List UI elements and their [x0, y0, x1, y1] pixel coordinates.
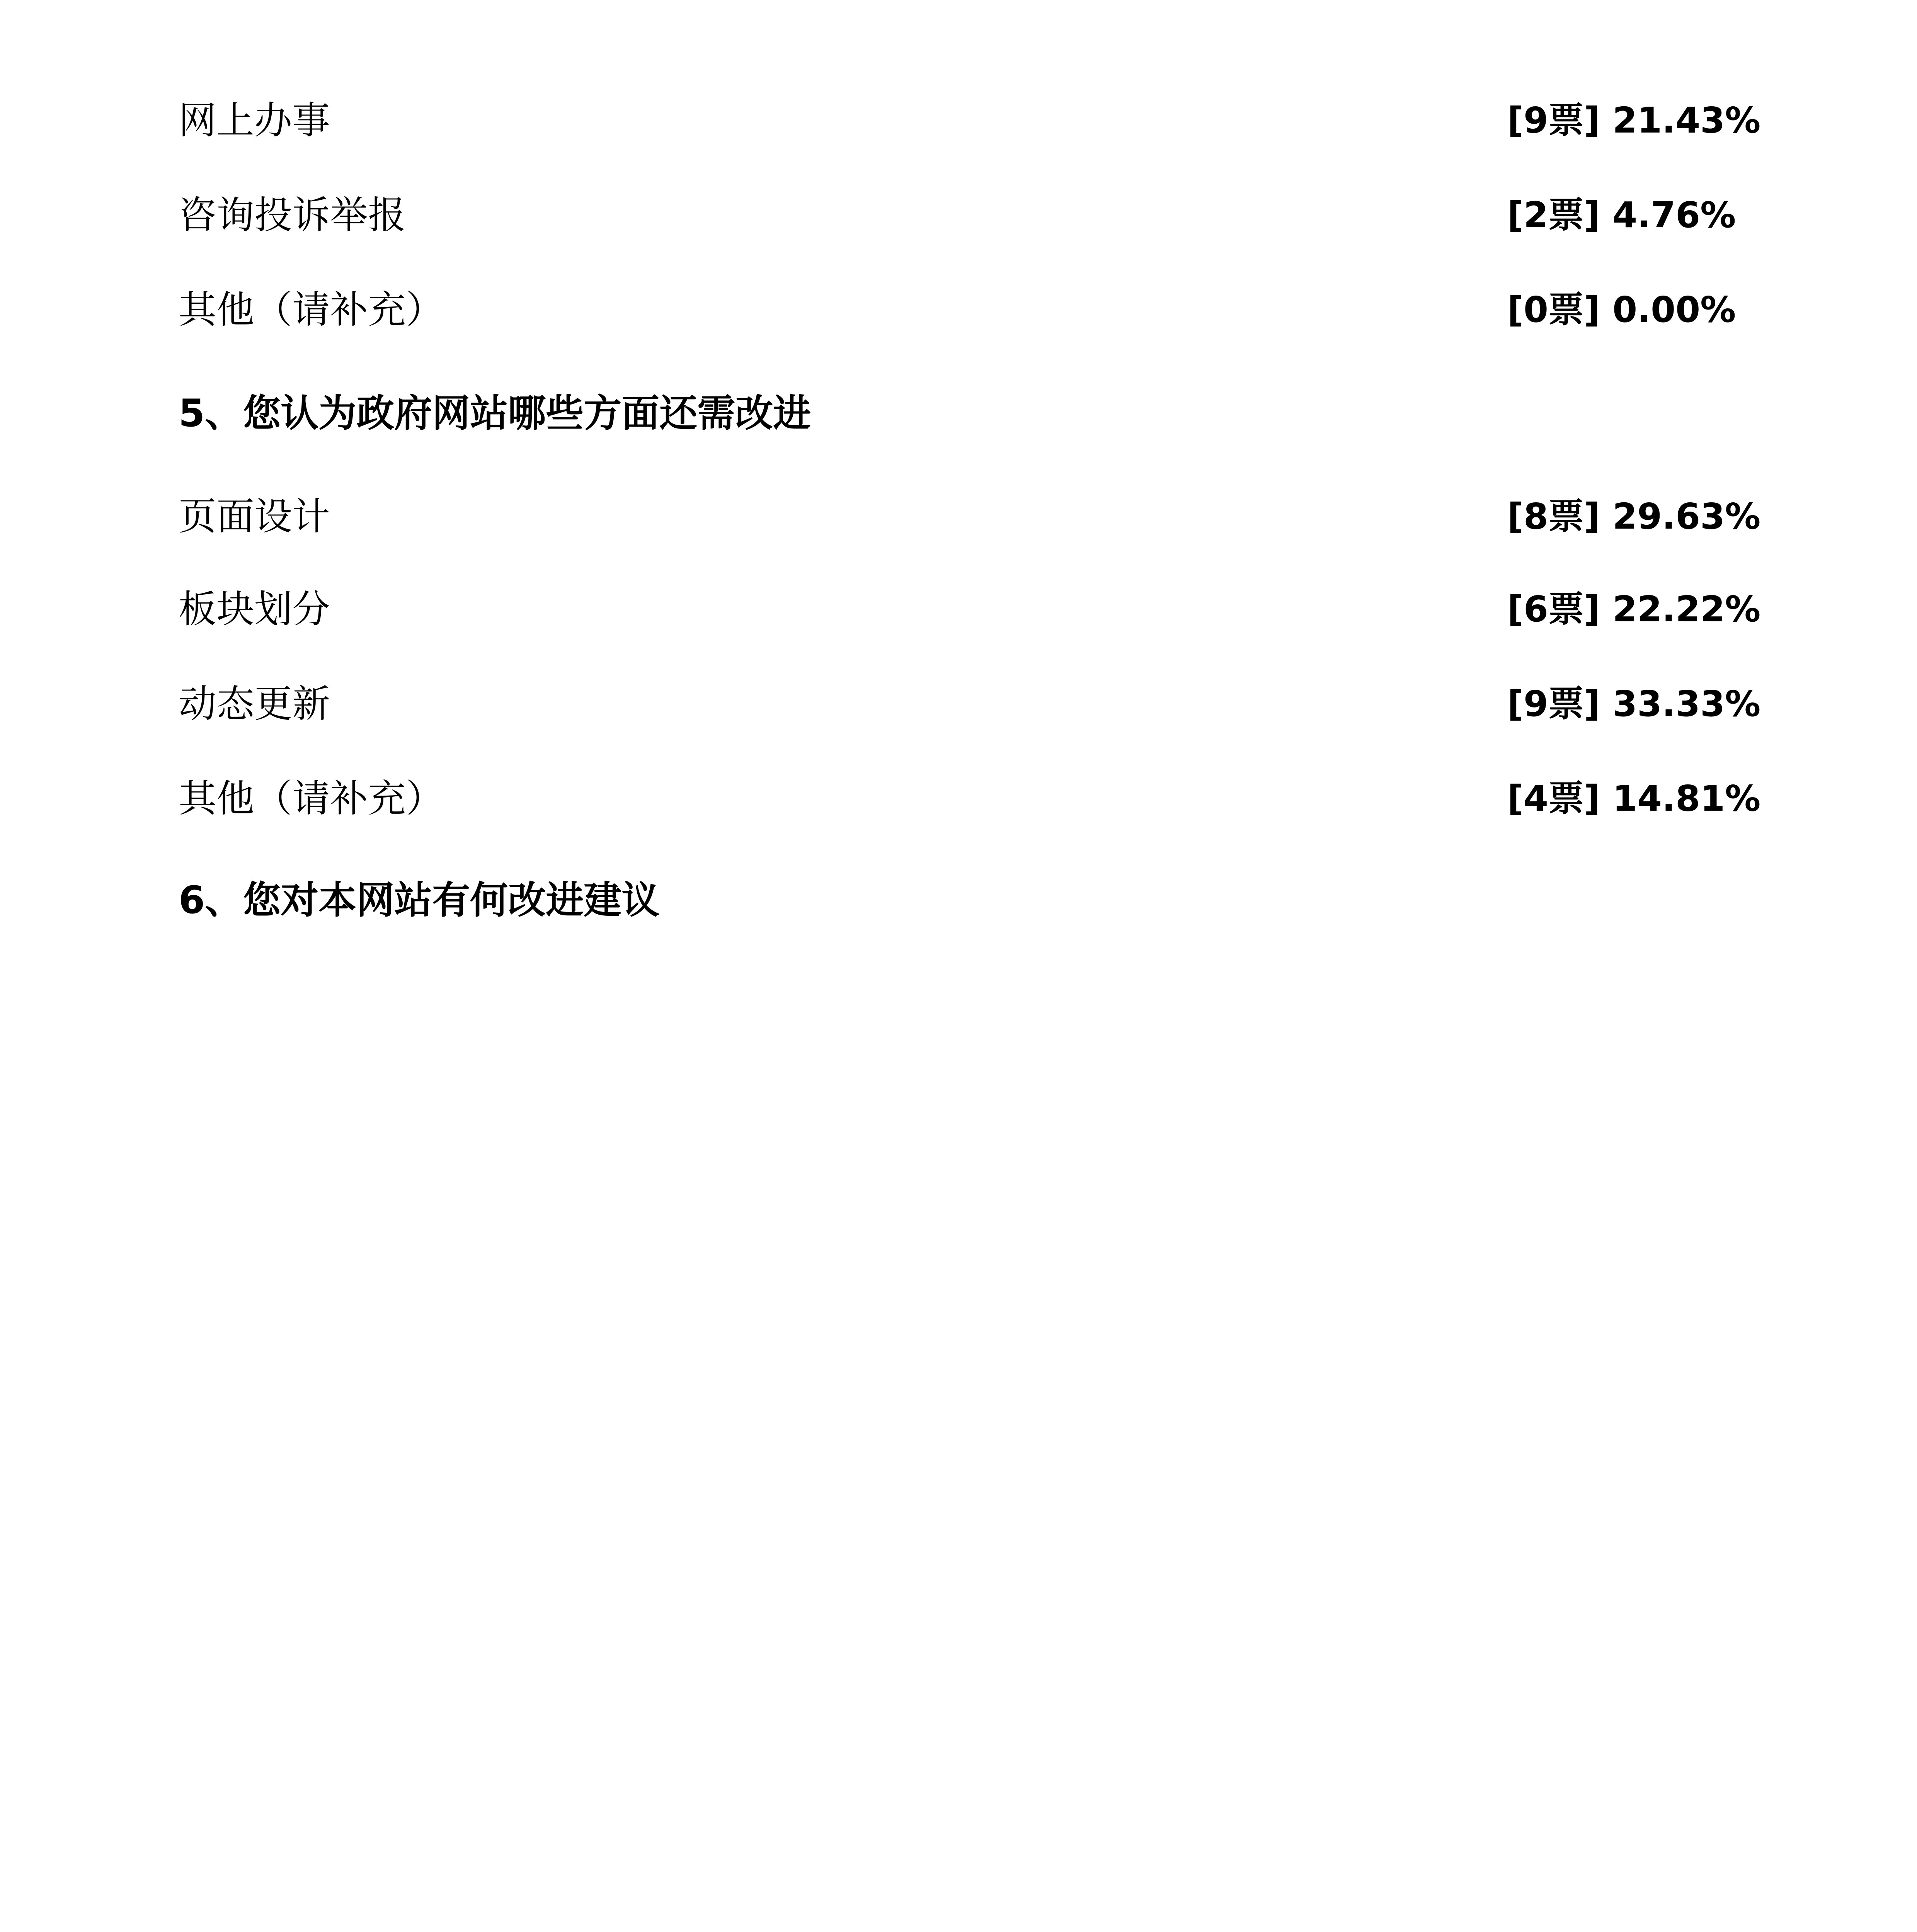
option-vote-stat: [2票] 4.76%	[1507, 194, 1736, 236]
option-label: 页面设计	[179, 495, 330, 539]
option-vote-stat: [6票] 22.22%	[1507, 588, 1761, 630]
option-label: 其他（请补充）	[179, 777, 444, 821]
option-label: 板块划分	[179, 587, 330, 631]
option-label: 网上办事	[179, 99, 330, 143]
option-vote-stat: [0票] 0.00%	[1507, 289, 1736, 330]
option-vote-stat: [8票] 29.63%	[1507, 496, 1761, 537]
option-row	[179, 776, 1761, 822]
option-row	[179, 287, 1736, 333]
option-row	[179, 586, 1761, 633]
option-row	[179, 681, 1761, 727]
option-row	[179, 493, 1761, 540]
option-label: 咨询投诉举报	[179, 193, 406, 237]
option-vote-stat: [9票] 21.43%	[1507, 100, 1761, 141]
option-label: 动态更新	[179, 682, 330, 726]
question-title: 6、您对本网站有何改进建议	[179, 878, 660, 922]
option-row	[179, 192, 1736, 238]
question-title: 5、您认为政府网站哪些方面还需改进	[179, 391, 811, 435]
option-label: 其他（请补充）	[179, 288, 444, 332]
option-row	[179, 97, 1761, 144]
option-vote-stat: [4票] 14.81%	[1507, 778, 1761, 819]
option-vote-stat: [9票] 33.33%	[1507, 683, 1761, 724]
